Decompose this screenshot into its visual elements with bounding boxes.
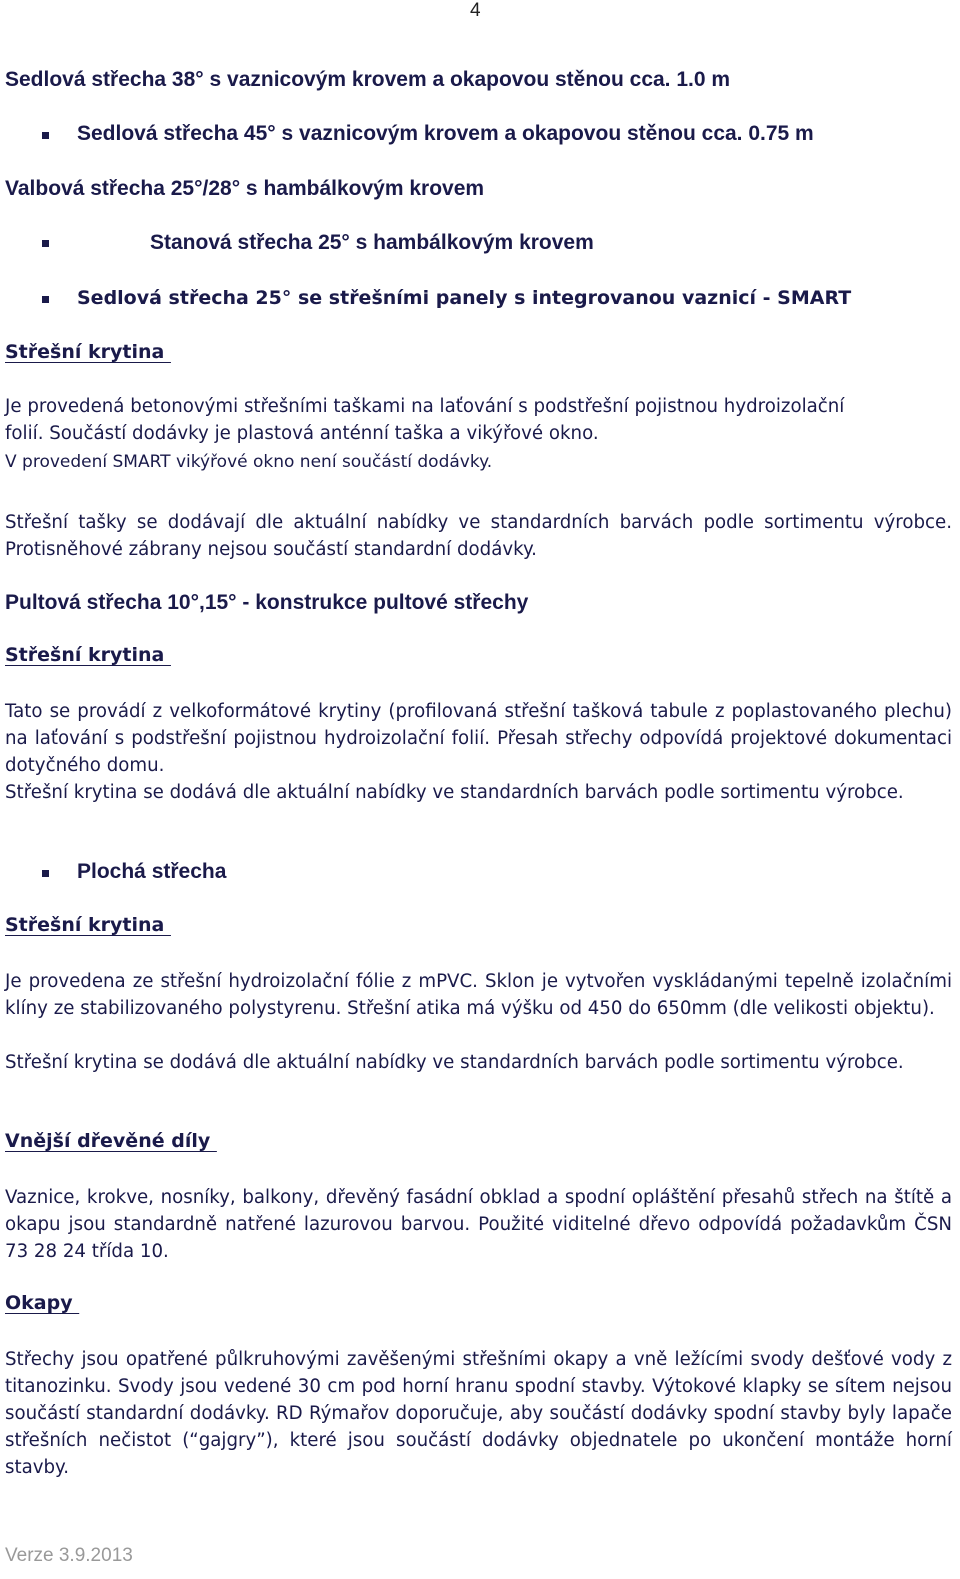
paragraph-line: folií. Součástí dodávky je plastová anténní taška a vikýřové okno. bbox=[5, 423, 599, 444]
paragraph: Střešní krytina se dodává dle aktuální nabídky ve standardních barvách podle sortimentu výrobce. bbox=[5, 782, 904, 803]
section-stresni-krytina: Střešní krytina bbox=[5, 644, 171, 666]
section-stresni-krytina: Střešní krytina bbox=[5, 914, 171, 936]
section-stresni-krytina: Střešní krytina bbox=[5, 341, 171, 363]
page-number: 4 bbox=[470, 0, 481, 21]
bullet-icon bbox=[42, 870, 49, 877]
heading-sedlova-smart: Sedlová střecha 25° se střešními panely s integrovanou vaznicí - SMART bbox=[77, 287, 852, 309]
paragraph: Střešní krytina se dodává dle aktuální nabídky ve standardních barvách podle sortimentu výrobce. bbox=[5, 1052, 904, 1073]
heading-sedlova-38: Sedlová střecha 38° s vaznicovým krovem a okapovou stěnou cca. 1.0 m bbox=[5, 68, 731, 91]
paragraph: Střešní tašky se dodávají dle aktuální nabídky ve standardních barvách podle sortimentu výrobce. Protisněhové zábrany nejsou součástí standardní dodávky. bbox=[5, 512, 952, 560]
bullet-icon bbox=[42, 132, 49, 139]
heading-sedlova-45: Sedlová střecha 45° s vaznicovým krovem a okapovou stěnou cca. 0.75 m bbox=[77, 122, 814, 145]
footer-version: Verze 3.9.2013 bbox=[5, 1545, 133, 1566]
heading-plocha: Plochá střecha bbox=[77, 860, 227, 883]
paragraph: Vaznice, krokve, nosníky, balkony, dřevěný fasádní obklad a spodní opláštění přesahů střech na štítě a okapu jsou standardně natřené lazurovou barvou. Použité viditelné dřevo odpovídá požadavkům ČSN 73 28 24 třída 10. bbox=[5, 1187, 952, 1262]
heading-pultova: Pultová střecha 10°,15° - konstrukce pultové střechy bbox=[5, 591, 529, 614]
bullet-icon bbox=[42, 296, 49, 303]
heading-stanova: Stanová střecha 25° s hambálkovým krovem bbox=[150, 231, 594, 254]
bullet-icon bbox=[42, 240, 49, 247]
heading-valbova: Valbová střecha 25°/28° s hambálkovým krovem bbox=[5, 177, 485, 200]
paragraph-line: Je provedená betonovými střešními taškami na laťování s podstřešní pojistnou hydroizolační bbox=[5, 396, 845, 417]
section-vnejsi-drevene-dily: Vnější dřevěné díly bbox=[5, 1130, 217, 1152]
section-okapy: Okapy bbox=[5, 1292, 80, 1314]
paragraph: Je provedena ze střešní hydroizolační fólie z mPVC. Sklon je vytvořen vyskládanými tepelně izolačními klíny ze stabilizovaného polystyrenu. Střešní atika má výšku od 450 do 650mm (dle velikosti objektu). bbox=[5, 971, 952, 1019]
paragraph: Střechy jsou opatřené půlkruhovými zavěšenými střešními okapy a vně ležícími svody dešťové vody z titanozinku. Svody jsou vedené 30 cm pod horní hranu spodní stavby. Výtokové klapky se sítem nejsou součástí standardní dodávky. RD Rýmařov doporučuje, aby součástí dodávky spodní stavby byly lapače střešních nečistot (“gajgry”), které jsou součástí dodávky objednatele po ukončení montáže horní stavby. bbox=[5, 1349, 952, 1478]
paragraph: Tato se provádí z velkoformátové krytiny (profilovaná střešní tašková tabule z poplastovaného plechu) na laťování s podstřešní pojistnou hydroizolační folií. Přesah střechy odpovídá projektové dokumentaci dotyčného domu. bbox=[5, 701, 952, 776]
smart-note: V provedení SMART vikýřové okno není součástí dodávky. bbox=[5, 452, 493, 472]
